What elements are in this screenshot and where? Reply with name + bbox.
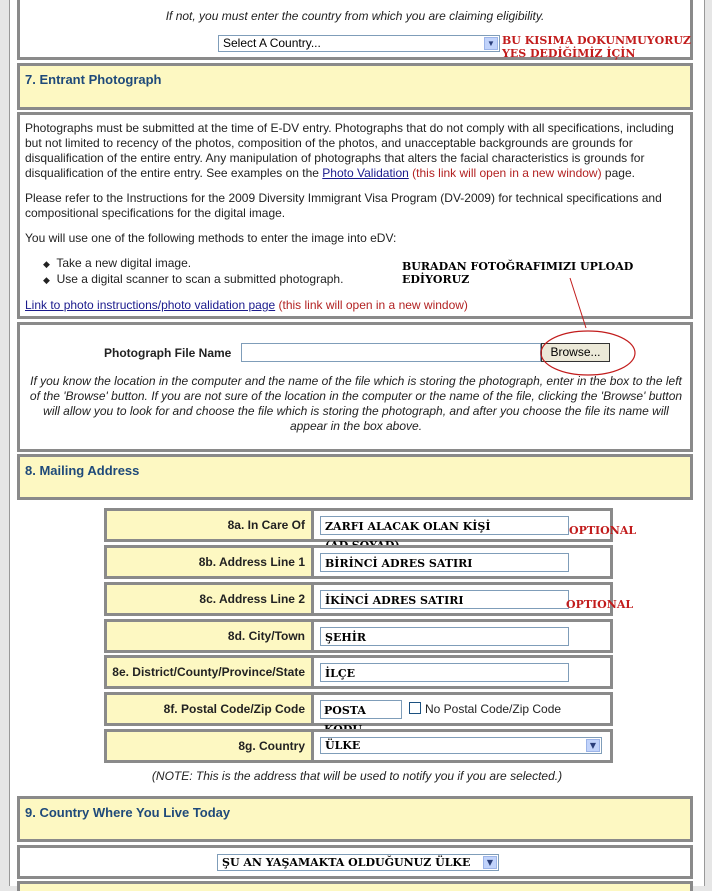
- browse-button[interactable]: Browse...: [541, 343, 610, 362]
- postal-code-input[interactable]: POSTA: [320, 700, 402, 719]
- city-input[interactable]: ŞEHİR: [320, 627, 569, 646]
- country-live-select[interactable]: [217, 854, 499, 871]
- annotation-dont-touch: BU KISIMA DOKUNMUYORUZ: [502, 34, 691, 47]
- instructions-link-note: (this link will open in a new window): [278, 298, 468, 312]
- row-country: [104, 729, 613, 763]
- country-label: 8g. Country: [107, 732, 314, 760]
- postal-code-label: 8f. Postal Code/Zip Code: [107, 695, 314, 723]
- in-care-of-input[interactable]: ZARFI ALACAK OLAN KİŞİ: [320, 516, 569, 535]
- address-line-2-label: 8c. Address Line 2: [107, 585, 314, 613]
- diamond-bullet-icon: ◆: [43, 259, 50, 269]
- section-7-header: [17, 63, 693, 110]
- section-7-title: 7. Entrant Photograph: [25, 72, 162, 87]
- photo-paragraph-3: You will use one of the following methods to enter the image into eDV:: [25, 231, 397, 245]
- row-address-line-1: [104, 545, 613, 579]
- photo-para1-text: Photographs must be submitted at the time of E-DV entry. Photographs that do not comply with all specifications, including but not limited to recency of the photos, composition of the photos, and unacceptable backgrounds are grounds for disqualification of the entire entry. Any manipulation of photographs that alters the facial characteristics is grounds for disqualification of the entire entry. See examples on the: [25, 121, 674, 180]
- chevron-down-icon[interactable]: ▼: [483, 856, 497, 869]
- annotation-circle-icon: [541, 331, 635, 375]
- country-select[interactable]: [218, 35, 500, 52]
- no-postal-checkbox[interactable]: [409, 702, 421, 714]
- address-line-1-label: 8b. Address Line 1: [107, 548, 314, 576]
- row-city: [104, 619, 613, 653]
- address-line-1-input[interactable]: BİRİNCİ ADRES SATIRI: [320, 553, 569, 572]
- photo-file-input[interactable]: [241, 343, 541, 362]
- file-help-text: If you know the location in the computer and the name of the file which is storing the photograph, enter in the box to the left of the 'Browse' button. If you are not sure of the location in the computer or the name of the file, clicking the 'Browse' button will allow you to look for and choose the file which is storing the photograph, and after you choose the file its name will appear in the box above.: [29, 374, 683, 433]
- section-8-title: 8. Mailing Address: [25, 463, 140, 478]
- diamond-bullet-icon: ◆: [43, 275, 50, 285]
- method-1: Take a new digital image.: [56, 256, 192, 270]
- optional-note-8c: OPTIONAL: [566, 598, 634, 611]
- page-word: page.: [604, 166, 635, 180]
- file-name-label: Photograph File Name: [104, 346, 232, 360]
- new-window-note: (this link will open in a new window): [412, 166, 602, 180]
- annotation-upload: BURADAN FOTOĞRAFIMIZI UPLOAD EDİYORUZ: [402, 260, 634, 286]
- photo-validation-link[interactable]: Photo Validation: [322, 166, 409, 180]
- address-line-2-input[interactable]: İKİNCİ ADRES SATIRI: [320, 590, 569, 609]
- city-label: 8d. City/Town: [107, 622, 314, 650]
- method-2: Use a digital scanner to scan a submitted photograph.: [56, 272, 344, 286]
- mailing-country-select[interactable]: [320, 737, 602, 754]
- in-care-of-label: 8a. In Care Of: [107, 511, 314, 539]
- form-page: [9, 0, 705, 886]
- district-label: 8e. District/County/Province/State: [107, 658, 314, 686]
- photo-paragraph-1: [25, 121, 687, 181]
- row-address-line-2: [104, 582, 613, 616]
- annotation-yes-said: YES DEDİĞİMİZ İÇİN: [502, 47, 636, 60]
- next-section-header: [17, 881, 693, 891]
- chevron-down-icon[interactable]: ▼: [586, 739, 600, 752]
- photo-instructions-link[interactable]: Link to photo instructions/photo validation page: [25, 298, 276, 312]
- photo-paragraph-2: Please refer to the Instructions for the 2009 Diversity Immigrant Visa Program (DV-2009) for technical specifications and compositional specifications for the digital image.: [25, 191, 662, 220]
- no-postal-label: No Postal Code/Zip Code: [425, 702, 562, 716]
- section-8-header: [17, 454, 693, 500]
- row-district: [104, 655, 613, 689]
- row-in-care-of: [104, 508, 613, 542]
- country-select-value: Select A Country...: [223, 36, 321, 50]
- row-postal-code: [104, 692, 613, 726]
- section-9-title: 9. Country Where You Live Today: [25, 805, 231, 820]
- mailing-country-value: ÜLKE: [325, 739, 361, 752]
- district-input[interactable]: İLÇE: [320, 663, 569, 682]
- country-live-value: ŞU AN YAŞAMAKTA OLDUĞUNUZ ÜLKE: [222, 856, 471, 869]
- optional-note-8a: OPTIONAL: [569, 524, 637, 537]
- section-9-header: [17, 796, 693, 842]
- address-note: (NOTE: This is the address that will be used to notify you if you are selected.): [151, 769, 563, 783]
- eligibility-text: If not, you must enter the country from which you are claiming eligibility.: [165, 9, 545, 23]
- annotation-arrow-icon: [510, 270, 650, 380]
- country-live-box: [17, 845, 693, 879]
- chevron-down-icon[interactable]: ▼: [484, 37, 498, 50]
